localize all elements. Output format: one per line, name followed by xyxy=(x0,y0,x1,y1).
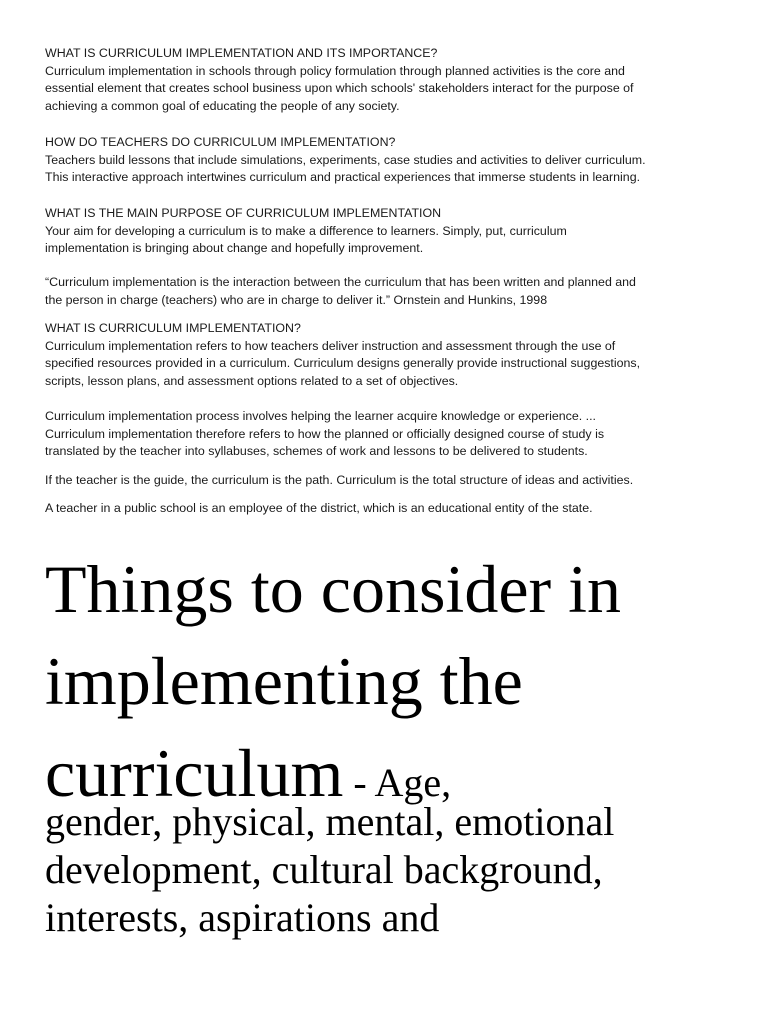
section-main-purpose xyxy=(45,205,735,258)
section-importance xyxy=(45,45,735,115)
section-heading: WHAT IS CURRICULUM IMPLEMENTATION? xyxy=(45,321,301,335)
guide-paragraph xyxy=(45,472,735,490)
body-line: Your aim for developing a curriculum is to make a difference to learners. Simply, put, curriculum xyxy=(45,223,567,238)
section-heading: HOW DO TEACHERS DO CURRICULUM IMPLEMENTATION? xyxy=(45,135,396,149)
section-heading: WHAT IS THE MAIN PURPOSE OF CURRICULUM IMPLEMENTATION xyxy=(45,206,442,220)
things-to-consider-heading xyxy=(45,543,745,829)
section-what-is xyxy=(45,320,735,390)
considerations-line: development, cultural background, xyxy=(45,847,603,892)
considerations-line: gender, physical, mental, emotional xyxy=(45,799,615,844)
body-line: achieving a common goal of educating the people of any society. xyxy=(45,98,400,113)
body-line: scripts, lesson plans, and assessment options related to a set of objectives. xyxy=(45,373,459,388)
quote-block xyxy=(45,274,735,309)
section-how-teachers xyxy=(45,134,735,187)
body-line: translated by the teacher into syllabuses, schemes of work and lessons to be delivered to students. xyxy=(45,444,588,459)
heading-line-2: implementing the xyxy=(45,643,523,719)
body-line: A teacher in a public school is an employee of the district, which is an educational entity of the state. xyxy=(45,501,593,515)
quote-line: the person in charge (teachers) who are in charge to deliver it.” Ornstein and Hunkins, 1998 xyxy=(45,292,548,307)
body-line: If the teacher is the guide, the curriculum is the path. Curriculum is the total structure of ideas and activities. xyxy=(45,473,634,487)
quote-line: “Curriculum implementation is the interaction between the curriculum that has been written and planned and xyxy=(45,275,636,289)
heading-age-tail: - Age, xyxy=(343,760,452,805)
employee-paragraph xyxy=(45,500,735,518)
considerations-line: interests, aspirations and xyxy=(45,895,440,940)
section-heading: WHAT IS CURRICULUM IMPLEMENTATION AND ITS IMPORTANCE? xyxy=(45,46,438,60)
considerations-list-text xyxy=(45,798,745,942)
body-line: Curriculum implementation therefore refers to how the planned or officially designed course of study is xyxy=(45,426,605,441)
body-line: Curriculum implementation refers to how teachers deliver instruction and assessment through the use of xyxy=(45,338,616,353)
body-line: essential element that creates school business upon which schools' stakeholders interact for the purpose of xyxy=(45,81,634,96)
body-line: Curriculum implementation process involves helping the learner acquire knowledge or experience. ... xyxy=(45,409,596,423)
section-process xyxy=(45,408,735,461)
body-line: This interactive approach intertwines curriculum and practical experiences that immerse students in learning. xyxy=(45,170,641,185)
body-line: implementation is bringing about change and hopefully improvement. xyxy=(45,241,424,256)
body-line: Curriculum implementation in schools through policy formulation through planned activities is the core and xyxy=(45,63,625,78)
body-line: Teachers build lessons that include simulations, experiments, case studies and activities to deliver curriculum. xyxy=(45,152,646,167)
heading-curriculum-word: curriculum xyxy=(45,735,344,811)
heading-line-1: Things to consider in xyxy=(45,551,622,627)
body-line: specified resources provided in a curriculum. Curriculum designs generally provide instructional suggestions, xyxy=(45,356,641,371)
